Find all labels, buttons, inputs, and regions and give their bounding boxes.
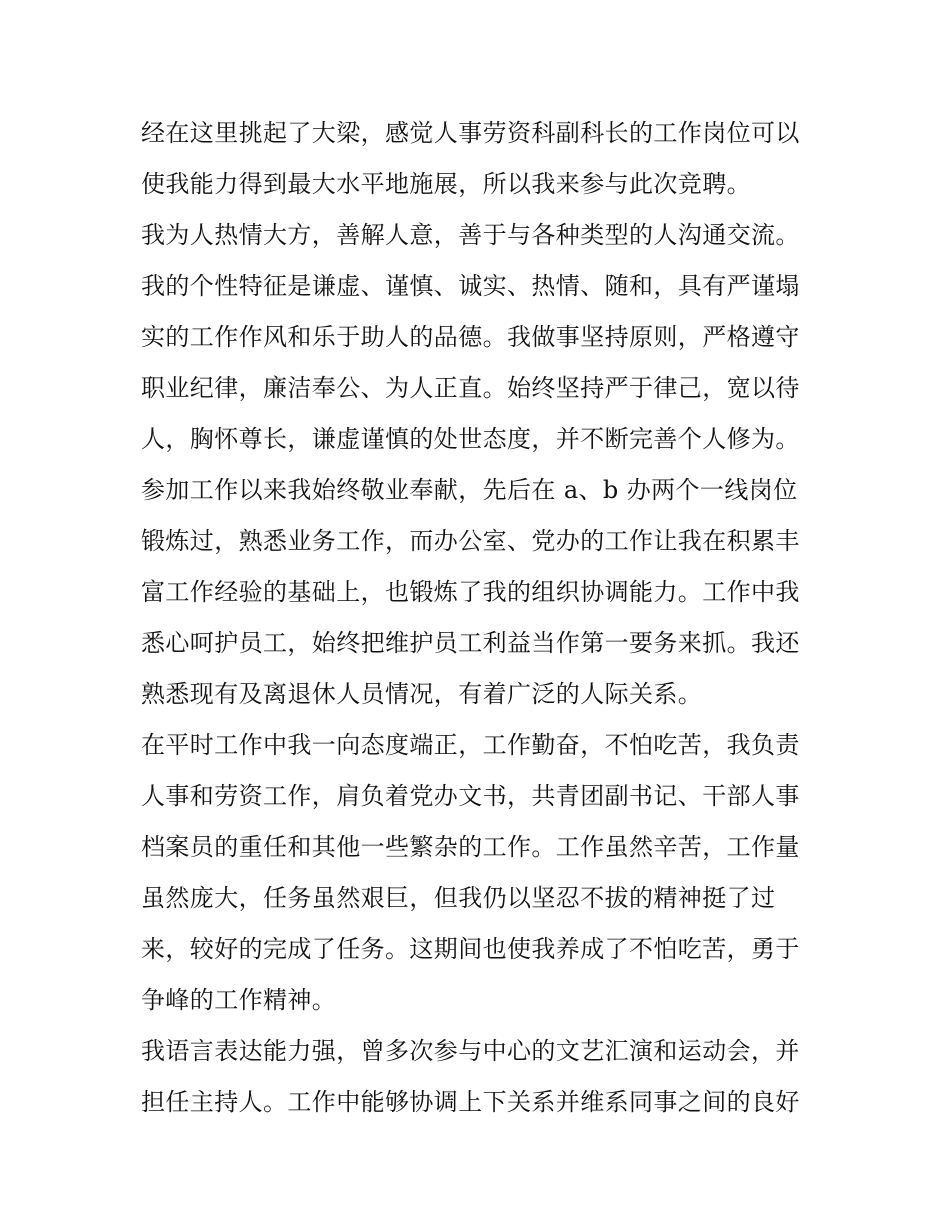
body-text [141, 108, 821, 1128]
text-line: 熟悉现有及离退休人员情况，有着广泛的人际关系。 [141, 680, 703, 708]
text-line: 我为人热情大方，善解人意，善于与各种类型的人沟通交流。 [141, 221, 800, 249]
text-line: 经在这里挑起了大梁，感觉人事劳资科副科长的工作岗位可以 [141, 119, 800, 147]
text-line: 在平时工作中我一向态度端正，工作勤奋，不怕吃苦，我负责 [141, 731, 800, 759]
text-line: 档案员的重任和其他一些繁杂的工作。工作虽然辛苦，工作量 [141, 833, 800, 861]
text-line: 人，胸怀尊长，谦虚谨慎的处世态度，并不断完善个人修为。 [141, 425, 800, 453]
text-line: 来，较好的完成了任务。这期间也使我养成了不怕吃苦，勇于 [141, 935, 800, 963]
text-line: 虽然庞大，任务虽然艰巨，但我仍以坚忍不拔的精神挺了过 [141, 884, 776, 912]
text-line: 职业纪律，廉洁奉公、为人正直。始终坚持严于律己，宽以待 [141, 374, 800, 402]
text-line: 人事和劳资工作，肩负着党办文书，共青团副书记、干部人事 [141, 782, 800, 810]
text-line: 参加工作以来我始终敬业奉献，先后在 a、b 办两个一线岗位 [141, 476, 798, 504]
text-line: 担任主持人。工作中能够协调上下关系并维系同事之间的良好 [141, 1088, 800, 1116]
text-line: 使我能力得到最大水平地施展，所以我来参与此次竞聘。 [141, 170, 751, 198]
text-line: 富工作经验的基础上，也锻炼了我的组织协调能力。工作中我 [141, 578, 800, 606]
text-line: 我的个性特征是谦虚、谨慎、诚实、热情、随和，具有严谨塌 [141, 272, 800, 300]
text-line: 实的工作作风和乐于助人的品德。我做事坚持原则，严格遵守 [141, 323, 800, 351]
text-line: 我语言表达能力强，曾多次参与中心的文艺汇演和运动会，并 [141, 1037, 800, 1065]
text-line: 锻炼过，熟悉业务工作，而办公室、党办的工作让我在积累丰 [141, 527, 800, 555]
text-line: 悉心呵护员工，始终把维护员工利益当作第一要务来抓。我还 [141, 629, 800, 657]
text-line: 争峰的工作精神。 [141, 986, 337, 1014]
